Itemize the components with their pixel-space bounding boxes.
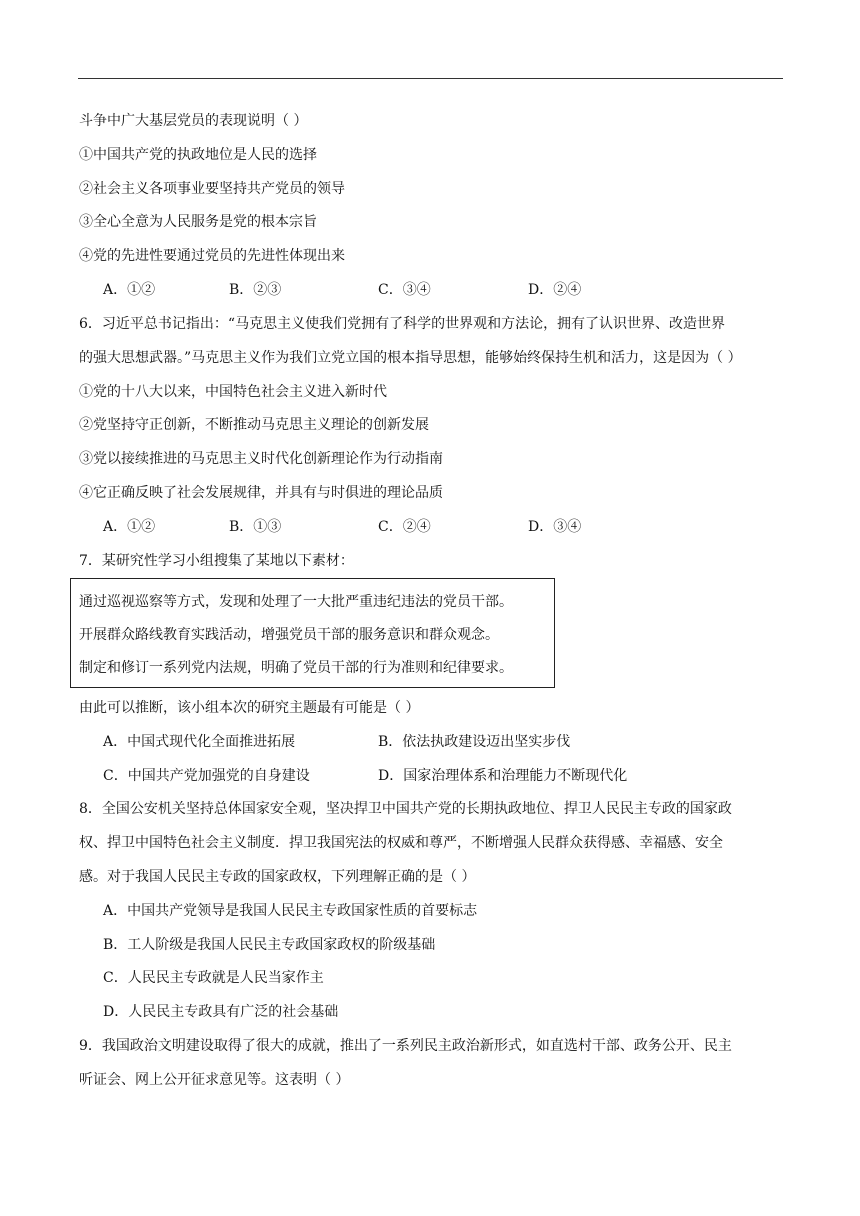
q7-material-2: 开展群众路线教育实践活动，增强党员干部的服务意识和群众观念。 (79, 627, 499, 643)
q8-option-b[interactable]: B．工人阶级是我国人民民主专政国家政权的阶级基础 (103, 937, 436, 953)
q8-stem-line-1: 8．全国公安机关坚持总体国家安全观，坚决捍卫中国共产党的长期执政地位、捍卫人民民主专政的国家政 (79, 801, 732, 817)
q7-option-d[interactable]: D．国家治理体系和治理能力不断现代化 (378, 768, 628, 784)
q8-option-a[interactable]: A．中国共产党领导是我国人民民主专政国家性质的首要标志 (103, 903, 478, 919)
q6-option-b[interactable]: B．①③ (229, 519, 282, 535)
q7-question: 由此可以推断，该小组本次的研究主题最有可能是（ ） (79, 700, 420, 716)
q5-option-b[interactable]: B．②③ (229, 282, 282, 298)
q7-material-1: 通过巡视巡察等方式，发现和处理了一大批严重违纪违法的党员干部。 (79, 594, 513, 610)
q9-stem-line-1: 9．我国政治文明建设取得了很大的成就，推出了一系列民主政治新形式，如直选村干部、政务公开、民主 (79, 1038, 732, 1054)
q9-stem-line-2: 听证会、网上公开征求意见等。这表明（ ） (79, 1072, 350, 1088)
q5-option-c[interactable]: C．③④ (378, 282, 431, 298)
q7-material-box (70, 578, 555, 688)
q8-stem-line-3: 感。对于我国人民民主专政的国家政权，下列理解正确的是（ ） (79, 869, 476, 885)
q6-item-4: ④它正确反映了社会发展规律，并具有与时俱进的理论品质 (79, 485, 443, 501)
q6-stem-line-1: 6．习近平总书记指出：“马克思主义使我们党拥有了科学的世界观和方法论，拥有了认识世界、改造世界 (79, 316, 726, 332)
q7-option-a[interactable]: A．中国式现代化全面推进拓展 (103, 734, 296, 750)
q5-option-a[interactable]: A．①② (103, 282, 156, 298)
q6-stem-line-2: 的强大思想武器。”马克思主义作为我们立党立国的根本指导思想，能够始终保持生机和活力，这是因为（ ） (79, 350, 742, 366)
q7-stem: 7．某研究性学习小组搜集了某地以下素材： (79, 553, 354, 569)
q7-material-3: 制定和修订一系列党内法规，明确了党员干部的行为准则和纪律要求。 (79, 660, 513, 676)
q5-item-4: ④党的先进性要通过党员的先进性体现出来 (79, 248, 345, 264)
q7-option-c[interactable]: C．中国共产党加强党的自身建设 (103, 768, 310, 784)
q5-stem: 斗争中广大基层党员的表现说明（ ） (79, 113, 308, 129)
q5-option-d[interactable]: D．②④ (528, 282, 582, 298)
q6-item-1: ①党的十八大以来，中国特色社会主义进入新时代 (79, 384, 387, 400)
q6-option-c[interactable]: C．②④ (378, 519, 431, 535)
q8-option-d[interactable]: D．人民民主专政具有广泛的社会基础 (103, 1004, 339, 1020)
q6-item-2: ②党坚持守正创新，不断推动马克思主义理论的创新发展 (79, 417, 429, 433)
q8-option-c[interactable]: C．人民民主专政就是人民当家作主 (103, 970, 324, 986)
q5-item-3: ③全心全意为人民服务是党的根本宗旨 (79, 214, 317, 230)
q6-option-d[interactable]: D．③④ (528, 519, 582, 535)
q5-item-2: ②社会主义各项事业要坚持共产党员的领导 (79, 181, 345, 197)
q5-item-1: ①中国共产党的执政地位是人民的选择 (79, 147, 317, 163)
header-rule (78, 78, 783, 79)
q6-item-3: ③党以接续推进的马克思主义时代化创新理论作为行动指南 (79, 451, 443, 467)
q8-stem-line-2: 权、捍卫中国特色社会主义制度．捍卫我国宪法的权威和尊严，不断增强人民群众获得感、幸福感、安全 (79, 835, 723, 851)
q6-option-a[interactable]: A．①② (103, 519, 156, 535)
q7-option-b[interactable]: B．依法执政建设迈出坚实步伐 (378, 734, 571, 750)
